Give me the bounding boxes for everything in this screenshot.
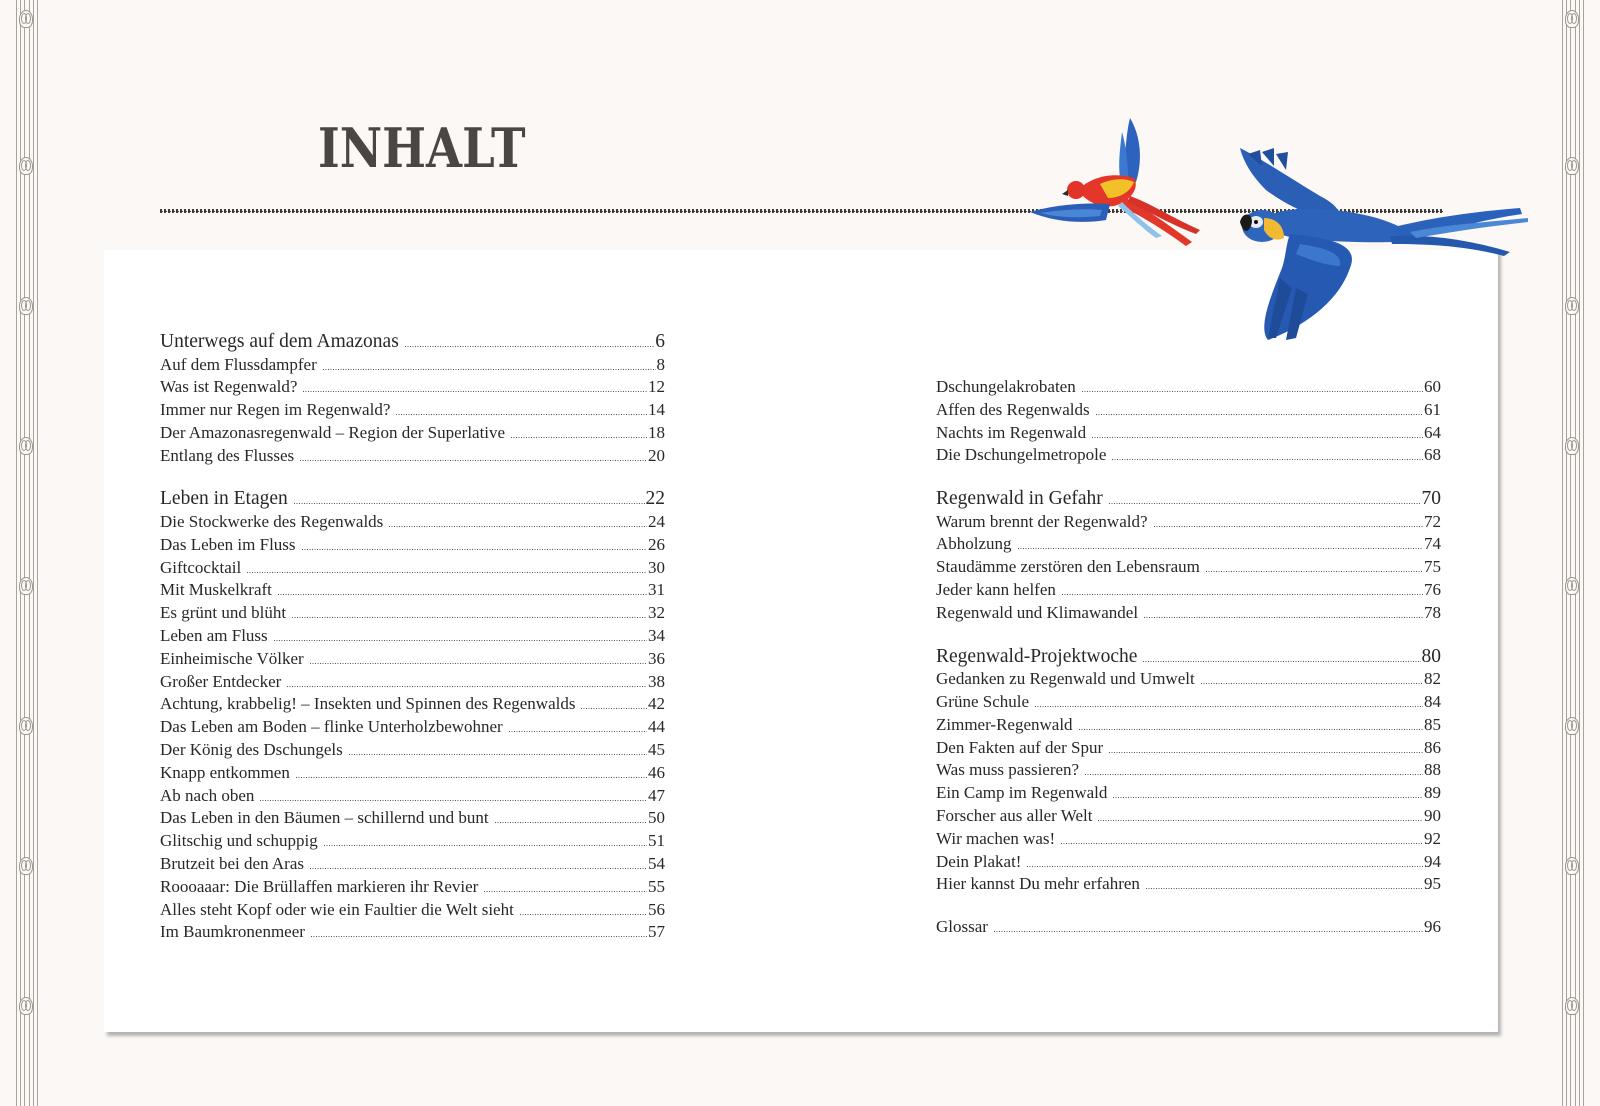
toc-page-number: 42 — [648, 694, 665, 714]
leader-dots — [1113, 797, 1423, 798]
toc-page-number: 84 — [1424, 691, 1441, 711]
toc-page-number: 8 — [656, 354, 665, 374]
blue-and-yellow-macaw-icon — [1240, 148, 1530, 348]
toc-label: Der König des Dschungels — [160, 739, 343, 759]
toc-entry[interactable] — [160, 376, 665, 399]
toc-label: Was ist Regenwald? — [160, 377, 298, 397]
toc-entry[interactable] — [936, 851, 1441, 874]
toc-page-number: 96 — [1424, 917, 1441, 937]
leader-dots — [274, 640, 647, 641]
toc-page-number: 47 — [648, 785, 665, 805]
toc-label: Leben in Etagen — [160, 488, 288, 510]
leader-dots — [1146, 888, 1423, 889]
toc-page-number: 89 — [1424, 783, 1441, 803]
leader-dots — [1092, 437, 1423, 438]
toc-label: Regenwald in Gefahr — [936, 488, 1103, 510]
toc-page-number: 86 — [1424, 737, 1441, 757]
leader-dots — [1085, 774, 1423, 775]
knot-ornament-icon — [1565, 437, 1579, 455]
toc-chapter[interactable] — [160, 330, 665, 354]
leader-dots — [1109, 752, 1423, 753]
leader-dots — [581, 708, 647, 709]
toc-group — [160, 330, 665, 467]
toc-label: Knapp entkommen — [160, 762, 290, 782]
toc-page-number: 50 — [648, 808, 665, 828]
toc-entry[interactable] — [160, 399, 665, 422]
toc-label: Das Leben im Fluss — [160, 534, 296, 554]
toc-label: Die Dschungelmetropole — [936, 445, 1107, 465]
toc-page-number: 26 — [648, 534, 665, 554]
leader-dots — [1035, 706, 1423, 707]
knot-ornament-icon — [1565, 717, 1579, 735]
toc-label: Gedanken zu Regenwald und Umwelt — [936, 669, 1195, 689]
leader-dots — [287, 686, 647, 687]
toc-entry[interactable] — [936, 511, 1441, 534]
toc-label: Glossar — [936, 917, 988, 937]
toc-page-number: 85 — [1424, 714, 1441, 734]
leader-dots — [310, 868, 647, 869]
scarlet-macaw-icon — [1030, 118, 1205, 248]
toc-label: Zimmer-Regenwald — [936, 714, 1073, 734]
toc-page-number: 68 — [1424, 445, 1441, 465]
toc-label: Abholzung — [936, 534, 1012, 554]
toc-label: Giftcocktail — [160, 557, 242, 577]
leader-dots — [520, 914, 647, 915]
toc-entry[interactable] — [160, 921, 665, 944]
toc-label: Es grünt und blüht — [160, 603, 287, 623]
toc-entry[interactable] — [160, 648, 665, 671]
toc-entry[interactable] — [936, 376, 1441, 399]
toc-page-number: 82 — [1424, 669, 1441, 689]
leader-dots — [278, 594, 647, 595]
toc-entry[interactable] — [160, 579, 665, 602]
toc-entry[interactable] — [160, 830, 665, 853]
toc-page-number: 30 — [648, 557, 665, 577]
leader-dots — [1098, 820, 1423, 821]
toc-entry[interactable] — [160, 785, 665, 808]
toc-label: Regenwald-Projektwoche — [936, 645, 1138, 667]
toc-entry[interactable] — [936, 399, 1441, 422]
leader-dots — [303, 391, 647, 392]
toc-entry[interactable] — [936, 916, 1441, 939]
toc-chapter[interactable] — [936, 645, 1441, 669]
leader-dots — [300, 460, 647, 461]
toc-label: Großer Entdecker — [160, 671, 282, 691]
knot-ornament-icon — [19, 297, 33, 315]
leader-dots — [260, 800, 647, 801]
knot-ornament-icon — [19, 577, 33, 595]
toc-label: Die Stockwerke des Regenwalds — [160, 511, 384, 531]
toc-page-number: 36 — [648, 648, 665, 668]
toc-page-number: 6 — [655, 331, 665, 352]
leader-dots — [405, 346, 654, 347]
leader-dots — [1027, 866, 1423, 867]
toc-entry[interactable] — [160, 739, 665, 762]
leader-dots — [511, 437, 647, 438]
toc-page-number: 60 — [1424, 377, 1441, 396]
toc-label: Regenwald und Klimawandel — [936, 602, 1139, 622]
toc-entry[interactable] — [160, 354, 665, 377]
leader-dots — [1144, 617, 1423, 618]
toc-page-number: 54 — [648, 853, 665, 873]
toc-label: Alles steht Kopf oder wie ein Faultier die Welt sieht — [160, 899, 514, 919]
toc-entry[interactable] — [936, 556, 1441, 579]
toc-label: Glitschig und schuppig — [160, 831, 318, 851]
toc-label: Das Leben am Boden – flinke Unterholzbewohner — [160, 717, 503, 737]
toc-label: Auf dem Flussdampfer — [160, 354, 317, 374]
leader-dots — [323, 369, 656, 370]
leader-dots — [311, 936, 647, 937]
leader-dots — [1143, 661, 1420, 662]
leader-dots — [1206, 571, 1423, 572]
toc-page-number: 78 — [1424, 602, 1441, 622]
toc-page-number: 55 — [648, 876, 665, 896]
toc-label: Einheimische Völker — [160, 648, 304, 668]
toc-entry[interactable] — [160, 853, 665, 876]
leader-dots — [1082, 391, 1423, 392]
knot-ornament-icon — [1565, 997, 1579, 1015]
toc-label: Forscher aus aller Welt — [936, 805, 1093, 825]
knot-ornament-icon — [19, 717, 33, 735]
toc-entry[interactable] — [936, 805, 1441, 828]
toc-entry[interactable] — [160, 511, 665, 534]
toc-entry[interactable] — [936, 533, 1441, 556]
knot-ornament-icon — [1565, 297, 1579, 315]
toc-label: Ab nach oben — [160, 785, 255, 805]
toc-page-number: 61 — [1424, 399, 1441, 419]
leader-dots — [294, 503, 645, 504]
toc-entry[interactable] — [160, 602, 665, 625]
leader-dots — [1018, 548, 1423, 549]
toc-entry[interactable] — [160, 693, 665, 716]
toc-page-number: 44 — [648, 717, 665, 737]
toc-page-number: 95 — [1424, 874, 1441, 894]
toc-entry[interactable] — [160, 716, 665, 739]
toc-entry[interactable] — [160, 445, 665, 468]
toc-page-number: 32 — [648, 603, 665, 623]
leader-dots — [1096, 414, 1423, 415]
knot-ornament-icon — [19, 857, 33, 875]
leader-dots — [484, 891, 647, 892]
toc-entry[interactable] — [160, 876, 665, 899]
leader-dots — [509, 731, 647, 732]
toc-chapter[interactable] — [160, 487, 665, 511]
toc-page-number: 80 — [1421, 645, 1441, 667]
toc-label: Leben am Fluss — [160, 625, 268, 645]
leader-dots — [1079, 729, 1423, 730]
toc-entry[interactable] — [936, 422, 1441, 445]
toc-page-number: 70 — [1421, 488, 1441, 510]
toc-label: Grüne Schule — [936, 691, 1030, 711]
page-title: INHALT — [318, 116, 526, 180]
toc-entry[interactable] — [936, 828, 1441, 851]
toc-page-number: 57 — [648, 922, 665, 942]
toc-label: Brutzeit bei den Aras — [160, 853, 304, 873]
toc-column-right — [936, 376, 1441, 959]
toc-label: Nachts im Regenwald — [936, 422, 1087, 442]
knot-ornament-icon — [1565, 157, 1579, 175]
toc-label: Der Amazonasregenwald – Region der Superlative — [160, 422, 506, 442]
leader-dots — [296, 777, 647, 778]
toc-entry[interactable] — [160, 422, 665, 445]
toc-page-number: 76 — [1424, 580, 1441, 600]
toc-group — [936, 645, 1441, 896]
toc-page-number: 38 — [648, 671, 665, 691]
toc-page-number: 24 — [648, 511, 665, 531]
toc-page-number: 74 — [1424, 534, 1441, 554]
toc-group — [936, 916, 1441, 939]
leader-dots — [302, 549, 647, 550]
knot-ornament-icon — [19, 157, 33, 175]
leader-dots — [1061, 843, 1423, 844]
knot-ornament-icon — [1565, 857, 1579, 875]
decorative-border-right — [1560, 0, 1586, 1106]
toc-entry[interactable] — [936, 782, 1441, 805]
leader-dots — [310, 663, 647, 664]
toc-label: Mit Muskelkraft — [160, 580, 272, 600]
toc-entry[interactable] — [160, 762, 665, 785]
leader-dots — [1201, 683, 1423, 684]
toc-page-number: 14 — [648, 400, 665, 420]
toc-label: Staudämme zerstören den Lebensraum — [936, 557, 1200, 577]
leader-dots — [349, 754, 647, 755]
toc-label: Was muss passieren? — [936, 760, 1080, 780]
toc-label: Das Leben in den Bäumen – schillernd und bunt — [160, 808, 489, 828]
toc-group — [936, 376, 1441, 467]
toc-label: Wir machen was! — [936, 828, 1056, 848]
toc-page-number: 20 — [648, 445, 665, 465]
toc-label: Dein Plakat! — [936, 851, 1022, 871]
leader-dots — [389, 526, 647, 527]
toc-entry[interactable] — [936, 873, 1441, 896]
leader-dots — [396, 414, 647, 415]
leader-dots — [1109, 503, 1421, 504]
toc-page-number: 31 — [648, 580, 665, 600]
toc-label: Ein Camp im Regenwald — [936, 783, 1108, 803]
toc-entry[interactable] — [936, 444, 1441, 467]
toc-chapter[interactable] — [936, 487, 1441, 511]
knot-ornament-icon — [1565, 10, 1579, 28]
toc-label: Roooaaar: Die Brüllaffen markieren ihr Revier — [160, 876, 479, 896]
decorative-border-left — [14, 0, 40, 1106]
toc-entry[interactable] — [160, 534, 665, 557]
toc-label: Jeder kann helfen — [936, 580, 1056, 600]
toc-page-number: 75 — [1424, 557, 1441, 577]
toc-page-number: 64 — [1424, 422, 1441, 442]
leader-dots — [994, 931, 1423, 932]
toc-column-left — [160, 330, 665, 964]
toc-label: Unterwegs auf dem Amazonas — [160, 331, 399, 352]
toc-entry[interactable] — [936, 691, 1441, 714]
leader-dots — [495, 822, 647, 823]
toc-page-number: 90 — [1424, 805, 1441, 825]
toc-label: Achtung, krabbelig! – Insekten und Spinnen des Regenwalds — [160, 694, 576, 714]
toc-page-number: 94 — [1424, 851, 1441, 871]
toc-page-number: 22 — [645, 488, 665, 510]
toc-page-number: 56 — [648, 899, 665, 919]
knot-ornament-icon — [19, 997, 33, 1015]
knot-ornament-icon — [1565, 577, 1579, 595]
toc-label: Warum brennt der Regenwald? — [936, 511, 1148, 531]
toc-page-number: 18 — [648, 422, 665, 442]
leader-dots — [1062, 594, 1423, 595]
toc-label: Den Fakten auf der Spur — [936, 737, 1104, 757]
toc-entry[interactable] — [160, 625, 665, 648]
knot-ornament-icon — [19, 437, 33, 455]
leader-dots — [1112, 459, 1423, 460]
toc-entry[interactable] — [160, 671, 665, 694]
knot-ornament-icon — [19, 10, 33, 28]
leader-dots — [292, 617, 647, 618]
toc-page-number: 34 — [648, 625, 665, 645]
toc-entry[interactable] — [936, 579, 1441, 602]
leader-dots — [1154, 526, 1423, 527]
toc-label: Entlang des Flusses — [160, 445, 295, 465]
toc-entry[interactable] — [160, 807, 665, 830]
toc-page-number: 72 — [1424, 511, 1441, 531]
toc-entry[interactable] — [160, 557, 665, 580]
toc-label: Affen des Regenwalds — [936, 399, 1090, 419]
toc-page-number: 46 — [648, 762, 665, 782]
toc-entry[interactable] — [936, 602, 1441, 625]
leader-dots — [324, 845, 647, 846]
toc-page-number: 92 — [1424, 828, 1441, 848]
toc-group — [160, 487, 665, 944]
toc-label: Im Baumkronenmeer — [160, 922, 305, 942]
toc-label: Immer nur Regen im Regenwald? — [160, 400, 391, 420]
toc-label: Hier kannst Du mehr erfahren — [936, 874, 1140, 894]
toc-entry[interactable] — [936, 668, 1441, 691]
toc-page-number: 12 — [648, 377, 665, 397]
toc-page-number: 51 — [648, 831, 665, 851]
toc-entry[interactable] — [936, 759, 1441, 782]
toc-group — [936, 487, 1441, 624]
leader-dots — [247, 572, 647, 573]
toc-page-number: 45 — [648, 739, 665, 759]
toc-label: Dschungelakrobaten — [936, 377, 1076, 396]
toc-entry[interactable] — [936, 737, 1441, 760]
toc-entry[interactable] — [936, 714, 1441, 737]
toc-entry[interactable] — [160, 899, 665, 922]
toc-page-number: 88 — [1424, 760, 1441, 780]
